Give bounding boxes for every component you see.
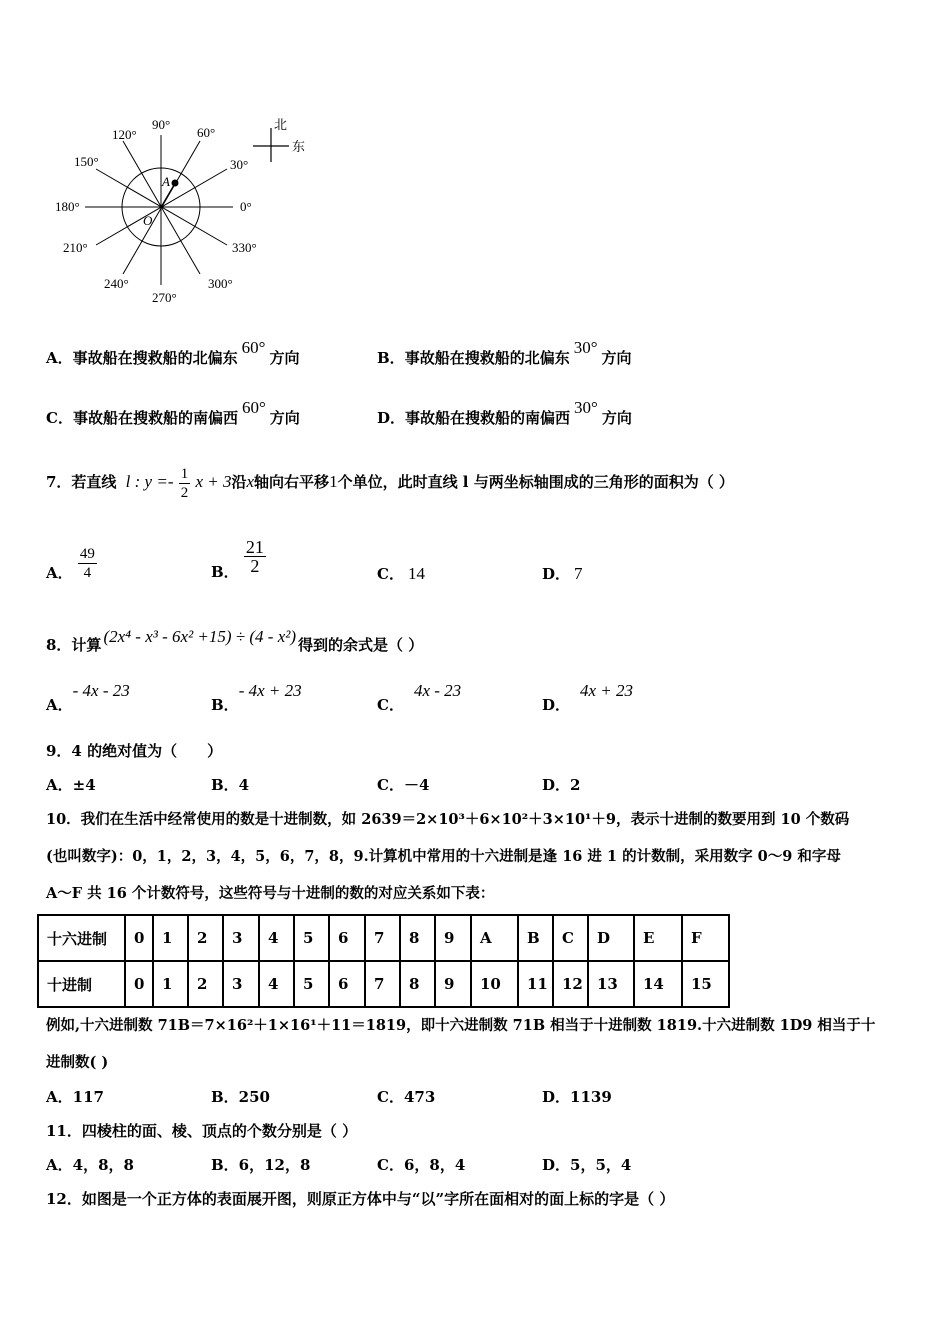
angle-label-270: 270°: [152, 290, 177, 305]
q8-option-a: A．- 4x - 23: [46, 681, 130, 714]
q10-line5: 进制数( ): [46, 1054, 109, 1071]
angle-label-300: 300°: [208, 276, 233, 291]
q9-stem: 9．4 的绝对值为（ ）: [46, 742, 223, 760]
q8-option-d: D．4x + 23: [542, 681, 634, 714]
angle-label-0: 0°: [240, 199, 252, 214]
table-cell: 15: [682, 961, 729, 1007]
table-cell: 12: [553, 961, 588, 1007]
q10-line4: 例如,十六进制数 71B＝7×16²＋1×16¹＋11＝1819，即十六进制数 71B 相当于十进制数 1819.十六进制数 1D9 相当于十: [46, 1017, 876, 1034]
table-cell: 10: [471, 961, 518, 1007]
table-cell: 9: [435, 915, 471, 961]
q6-option-c: C．事故船在搜救船的南偏西60°方向: [46, 398, 300, 427]
q7-fraction: $\frac{1}{2}$: [180, 465, 189, 501]
angle-label-180: 180°: [55, 199, 80, 214]
table-cell: 2: [188, 961, 223, 1007]
q10-option-c: C．473: [377, 1088, 436, 1106]
table-cell: E: [634, 915, 682, 961]
table-cell: 3: [223, 961, 259, 1007]
table-header-cell: 十六进制: [38, 915, 125, 961]
compass-east-label: 东: [292, 139, 306, 154]
table-row: [38, 961, 729, 1007]
table-cell: 6: [329, 915, 365, 961]
table-cell: 0: [125, 915, 153, 961]
table-cell: 9: [435, 961, 471, 1007]
q6-option-b-angle: 30°: [573, 338, 598, 357]
q10-line3: A～F 共 16 个计数符号，这些符号与十进制的数的对应关系如下表：: [46, 885, 495, 902]
direction-diagram: [40, 108, 340, 318]
angle-label-30: 30°: [230, 157, 249, 172]
table-cell: 4: [259, 961, 294, 1007]
table-row: [38, 915, 729, 961]
q9-option-b: B．4: [211, 776, 250, 794]
table-header-cell: 十进制: [38, 961, 125, 1007]
q8-option-b: B．- 4x + 23: [211, 681, 302, 714]
q7-line-equation: l : y =-: [125, 472, 174, 491]
q7-option-a: A． $\frac{49}{4}$: [46, 546, 95, 582]
compass-north-label: 北: [274, 117, 288, 132]
angle-label-150: 150°: [74, 154, 99, 169]
q10-option-d: D．1139: [542, 1088, 612, 1106]
q10-line1: 10．我们在生活中经常使用的数是十进制数，如 2639＝2×10³＋6×10²＋3×10¹＋9，表示十进制的数要用到 10 个数码: [46, 811, 850, 828]
q9-option-a: A．±4: [46, 776, 96, 794]
table-cell: A: [471, 915, 518, 961]
table-cell: 7: [365, 915, 400, 961]
angle-label-120: 120°: [112, 127, 137, 142]
q10-line2: (也叫数字)：0，1，2，3，4，5，6，7，8，9.计算机中常用的十六进制是逢 16 进 1 的计数制，采用数字 0～9 和字母: [46, 848, 841, 865]
q8-stem: 8．计算 (2x⁴ - x³ - 6x² +15) ÷ (4 - x²) 得到的余式是（ ）: [46, 627, 424, 654]
table-cell: C: [553, 915, 588, 961]
q9-option-d: D．2: [542, 776, 581, 794]
table-cell: 5: [294, 961, 329, 1007]
table-cell: 13: [588, 961, 634, 1007]
q7-option-d: D． 7: [542, 564, 583, 583]
q6-option-d-angle: 30°: [574, 398, 598, 417]
table-cell: 8: [400, 961, 435, 1007]
table-cell: 1: [153, 915, 188, 961]
table-cell: 14: [634, 961, 682, 1007]
table-cell: 4: [259, 915, 294, 961]
table-cell: 11: [518, 961, 553, 1007]
q9-option-c: C．－4: [377, 776, 430, 794]
q7-option-c: C． 14: [377, 564, 425, 583]
q6-option-d: D．事故船在搜救船的南偏西30°方向: [377, 398, 632, 427]
table-cell: 5: [294, 915, 329, 961]
angle-label-240: 240°: [104, 276, 129, 291]
q11-option-d: D．5，5，4: [542, 1156, 632, 1174]
table-cell: D: [588, 915, 634, 961]
q11-option-c: C．6，8，4: [377, 1156, 466, 1174]
q8-option-c: C．4x - 23: [377, 681, 462, 714]
table-cell: 7: [365, 961, 400, 1007]
table-cell: 2: [188, 915, 223, 961]
q6-option-b: B．事故船在搜救船的北偏东30°方向: [377, 338, 632, 367]
point-label-a: A: [162, 174, 170, 189]
q11-option-a: A．4，8，8: [46, 1156, 134, 1174]
q7-option-b: B． $\frac{21}{2}$: [211, 537, 264, 581]
table-cell: 1: [153, 961, 188, 1007]
q8-expression: (2x⁴ - x³ - 6x² +15) ÷ (4 - x²): [103, 627, 296, 646]
table-cell: 8: [400, 915, 435, 961]
table-cell: 0: [125, 961, 153, 1007]
q6-option-c-angle: 60°: [241, 398, 266, 417]
q11-stem: 11．四棱柱的面、棱、顶点的个数分别是（ ）: [46, 1122, 358, 1140]
angle-label-210: 210°: [63, 240, 88, 255]
point-label-o: O: [143, 213, 153, 228]
q10-option-a: A．117: [46, 1088, 104, 1106]
table-cell: 6: [329, 961, 365, 1007]
q6-option-a-angle: 60°: [241, 338, 266, 357]
q11-option-b: B．6，12，8: [211, 1156, 311, 1174]
q7-stem: 7．若直线 l : y =- $\frac{1}{2}$ x + 3沿x轴向右平移1个单位，此时直线 l 与两坐标轴围成的三角形的面积为（ ）: [46, 465, 734, 501]
q6-option-a: A．事故船在搜救船的北偏东60°方向: [46, 338, 300, 367]
angle-label-90: 90°: [152, 117, 171, 132]
q10-option-b: B．250: [211, 1088, 270, 1106]
hex-decimal-table: [37, 914, 730, 1008]
angle-label-330: 330°: [232, 240, 257, 255]
table-cell: 3: [223, 915, 259, 961]
table-cell: B: [518, 915, 553, 961]
table-cell: F: [682, 915, 729, 961]
q12-stem: 12．如图是一个正方体的表面展开图，则原正方体中与“以”字所在面相对的面上标的字是（ ）: [46, 1190, 675, 1208]
angle-label-60: 60°: [197, 125, 216, 140]
